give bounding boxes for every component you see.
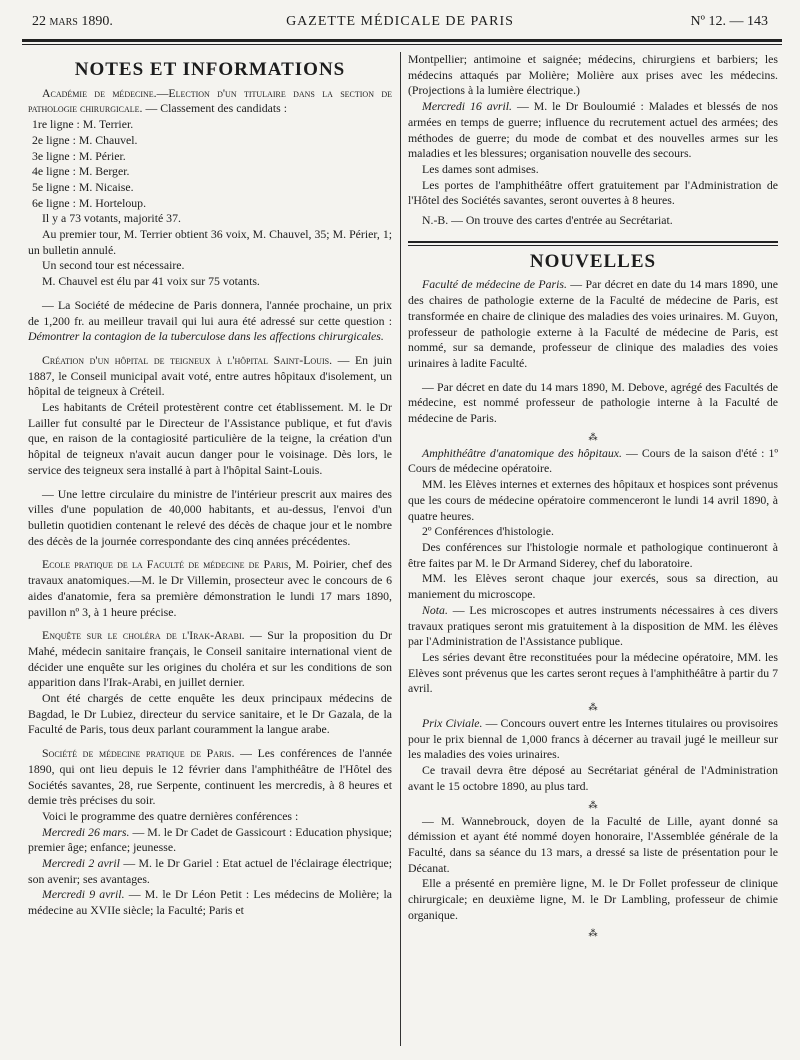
page-header: [32, 14, 768, 36]
charges-paragraph: Ont été chargés de cette enquête les deux principaux médecins de Bagdad, le Dr Lubiez, directeur du service sanitaire, et le Dr Gazala, de la Faculté de Paris, tous deux parlant couramment la langue arabe.: [28, 691, 392, 737]
creation-text: — En juin 1887, le Conseil municipal avait voté, entre autres hôpitaux d'isolement, un hôpital de teigneux à Créteil.: [28, 352, 392, 399]
civiale-paragraph: [408, 716, 778, 763]
column-divider: [400, 52, 401, 1046]
amphi-text: — Cours de la saison d'été : 1º Cours de médecine opératoire.: [408, 445, 778, 476]
ornament-asterism: ⁂: [588, 799, 598, 810]
nota-heading: Nota.: [422, 602, 448, 617]
programme-text: — M. le Dr Léon Petit : Les médecins de Molière; la médecine au XVIIe siècle; la Faculté; Paris et: [28, 887, 392, 918]
academie-paragraph: [28, 86, 392, 117]
section-divider: [408, 241, 778, 246]
faculte-paragraph: [408, 277, 778, 371]
header-date: 22 mars 1890.: [32, 14, 113, 29]
enquete-heading: Enquête sur le choléra de l'Irak-Arabi.: [42, 628, 245, 643]
programme-intro: Voici le programme des quatre dernières conférences :: [42, 808, 299, 823]
prix-paragraph: [28, 298, 392, 345]
academie-heading: Académie de médecine.—Election d'un titulaire dans la section de pathologie chirurgicale.: [28, 85, 392, 116]
programme-continuation: Montpellier; antimoine et saignée; médecins, chirurgiens et barbiers; les médecins attaqués par Molière; Molière aux prises avec les médecins. (Projections à la lumière électrique.): [408, 52, 778, 98]
list-item: 6e ligne : M. Horteloup.: [32, 195, 147, 210]
creation-paragraph: [28, 353, 392, 400]
programme-item-1: [28, 825, 392, 856]
ornament-asterism: ⁂: [588, 928, 598, 939]
list-item: 3e ligne : M. Périer.: [32, 148, 126, 163]
programme-date: Mercredi 16 avril.: [422, 99, 512, 114]
conf-paragraph: Des conférences sur l'histologie normale et pathologique continueront à être faites par M. le Dr Armand Siderey, chef du laboratoire.: [408, 539, 778, 570]
programme-date: Mercredi 2 avril: [42, 856, 120, 871]
series-paragraph: Les séries devant être reconstituées pour la médecine opératoire, MM. les Elèves sont prévenus que les cartes seront reçues à l'amphithéâtre à partir du 7 avril.: [408, 649, 778, 696]
ecole-heading: Ecole pratique de la Faculté de médecine de Paris,: [42, 557, 292, 572]
amphi-paragraph: [408, 446, 778, 477]
enquete-paragraph: [28, 628, 392, 691]
votants-line: Il y a 73 votants, majorité 37.: [42, 211, 181, 226]
programme-date: Mercredi 9 avril.: [42, 887, 125, 902]
list-item: 5e ligne : M. Nicaise.: [32, 179, 134, 194]
programme-text: — M. le Dr Bouloumié : Malades et blessés de nos armées en temps de guerre; influence du recrutement actuel des armées; des méthodes de guerre; du mode de combat et des nouvelles armes sur les maladies et les blessures; organisation nouvelle des secours.: [408, 99, 778, 161]
ecole-text: M. Poirier, chef des travaux anatomiques.—M. le Dr Villemin, prosecteur avec le concours de 6 aides d'anatomie, fera sa première démonstration le lundi 17 mars 1890, pavillon nº 3, à 1 heure précise.: [28, 557, 392, 619]
dames-line: Les dames sont admises.: [422, 161, 539, 176]
conf-hist-line: 2º Conférences d'histologie.: [422, 524, 554, 539]
nb-line: N.-B. — On trouve des cartes d'entrée au Secrétariat.: [422, 213, 673, 228]
prix-question: Démontrer la contagion de la tuberculose dans les affections chirurgicales.: [28, 329, 384, 344]
header-rule-thin: [22, 44, 782, 45]
programme-item-2: [28, 856, 392, 887]
creation-heading: Création d'un hôpital de teigneux à l'hôpital Saint-Louis.: [42, 352, 333, 367]
right-column: [408, 52, 778, 1048]
faculte-heading: Faculté de médecine de Paris.: [422, 277, 567, 292]
creteil-paragraph: Les habitants de Créteil protestèrent contre cet établissement. M. le Dr Lailler fut consulté par le Directeur de l'Assistance publique, et fut d'avis que, en raison de la contagiosité particulière de la teigne, la création d'un hôpital de teigneux n'avait aucun danger pour le voisinage. Dès lors, le service des teigneux sera installé à part à l'hôpital Saint-Louis.: [28, 400, 392, 477]
faculte-text: — Par décret en date du 14 mars 1890, une des chaires de pathologie externe de la Faculté de médecine de Paris, est transformée en chaire de clinique des maladies des voies urinaires. M. Guyon, professeur de pathologie externe à la Faculté de médecine de Paris, est nommé, sur sa demande, professeur de clinique des maladies des voies urinaires à ladite Faculté.: [408, 277, 778, 370]
presente-paragraph: Elle a présenté en première ligne, M. le Dr Follet professeur de clinique chirurgicale; en deuxième ligne, M. le Dr Lambling, professeur de chimie organique.: [408, 876, 778, 922]
header-journal-title: GAZETTE MÉDICALE DE PARIS: [286, 14, 514, 29]
enquete-text: — Sur la proposition du Dr Mahé, médecin sanitaire français, le Conseil sanitaire international vient de décider une enquête sur les origines du choléra et sur les conditions de son apparition dans l'Irak-Arabi, en juillet dernier.: [28, 628, 392, 690]
exerces-paragraph: MM. les Elèves seront chaque jour exercés, sous sa direction, au maniement du microscope.: [408, 571, 778, 602]
list-item: 2e ligne : M. Chauvel.: [32, 132, 138, 147]
ecole-paragraph: [28, 557, 392, 620]
ornament-asterism: ⁂: [588, 431, 598, 442]
candidate-list: [28, 117, 392, 211]
list-item: 4e ligne : M. Berger.: [32, 164, 130, 179]
programme-text: — M. le Dr Gariel : Etat actuel de l'éclairage électrique; son avenir; ses avantages.: [28, 856, 392, 886]
wannebrouck-paragraph: — M. Wannebrouck, doyen de la Faculté de Lille, ayant donné sa démission et ayant été nommé doyen honoraire, l'Assemblée générale de la Faculté, dans sa séance du 13 mars, a dressé sa liste de présentation pour le Décanat.: [408, 813, 778, 875]
prix-text: — La Société de médecine de Paris donnera, l'année prochaine, un prix de 1,200 fr. au meilleur travail qui lui aura été adressé sur cette question :: [28, 297, 392, 328]
section-title-notes: NOTES ET INFORMATIONS: [74, 59, 346, 80]
section-title-nouvelles: NOUVELLES: [529, 250, 657, 272]
header-issue-number: Nº 12. — 143: [690, 14, 768, 29]
civiale-text: — Concours ouvert entre les Internes titulaires ou provisoires pour le prix biennal de 1,000 francs à décerner au travail jugé le meilleur sur les maladies des voies urinaires.: [408, 716, 778, 762]
header-rule-thick: [22, 39, 782, 42]
societe-heading: Société de médecine pratique de Paris.: [42, 746, 235, 761]
eleves-paragraph: MM. les Elèves internes et externes des hôpitaux et hospices sont prévenus que les cours de médecine opératoire commenceront le lundi 14 avril 1890, à quatre heures.: [408, 477, 778, 523]
amphi-heading: Amphithéâtre d'anatomique des hôpitaux.: [422, 445, 622, 460]
programme-item-4: [408, 99, 778, 162]
premier-tour: Au premier tour, M. Terrier obtient 36 voix, M. Chauvel, 35; M. Périer, 1; un bulletin annulé.: [28, 227, 392, 257]
nota-paragraph: [408, 603, 778, 650]
nota-text: — Les microscopes et autres instruments nécessaires à ces divers travaux pratiques seront mis gratuitement à la disposition de MM. les élèves par l'Administration de l'Assistance publique.: [408, 602, 778, 649]
travail-paragraph: Ce travail devra être déposé au Secrétariat général de l'Administration avant le 15 octobre 1890, au plus tard.: [408, 763, 778, 793]
left-column: [28, 52, 392, 1048]
circulaire-paragraph: — Une lettre circulaire du ministre de l'intérieur prescrit aux maires des villes d'une population de 40,000 habitants, et au-dessus, l'envoi d'un bulletin quotidien contenant le relevé des décès de chaque jour et le nombre des décès de la journée correspondante des cinq années précédentes.: [28, 486, 392, 548]
list-item: 1re ligne : M. Terrier.: [32, 117, 134, 132]
civiale-heading: Prix Civiale.: [422, 716, 483, 731]
programme-text: — M. le Dr Cadet de Gassicourt : Education physique; premier âge; enfance; jeunesse.: [28, 824, 392, 855]
ornament-asterism: ⁂: [588, 702, 598, 713]
debove-paragraph: — Par décret en date du 14 mars 1890, M. Debove, agrégé des Facultés de médecine, est nommé professeur de pathologie interne à la Faculté de médecine de Paris.: [408, 379, 778, 426]
societe-text: — Les conférences de l'année 1890, qui ont lieu depuis le 12 février dans l'amphithéâtre de l'Hôtel des Sociétés savantes, 28, rue Serpente, continuent les mercredis, à 8 heures et demie très précises du soir.: [28, 746, 392, 808]
programme-date: Mercredi 26 mars.: [42, 824, 130, 839]
elu-line: M. Chauvel est élu par 41 voix sur 75 votants.: [42, 274, 260, 289]
portes-paragraph: Les portes de l'amphithéâtre offert gratuitement par l'Administration de l'Hôtel des Sociétés savantes, seront ouvertes à 8 heures.: [408, 177, 778, 208]
societe-paragraph: [28, 746, 392, 809]
second-tour: Un second tour est nécessaire.: [42, 258, 185, 273]
academie-tail: — Classement des candidats :: [145, 101, 287, 116]
programme-item-3: [28, 887, 392, 918]
